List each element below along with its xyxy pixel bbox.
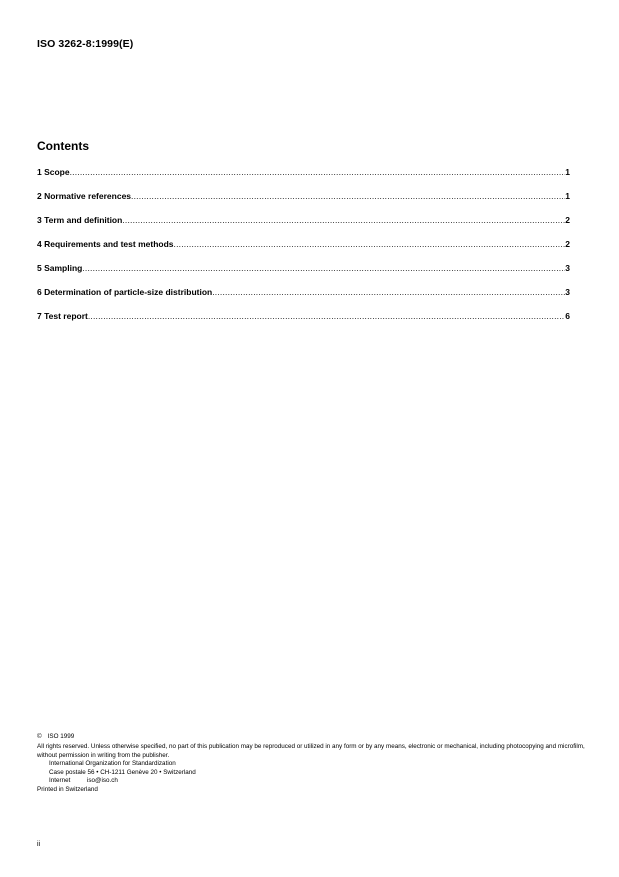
toc-dot-leader — [70, 165, 566, 179]
toc-dot-leader — [174, 237, 566, 251]
toc-dot-leader — [131, 189, 565, 203]
document-identifier: ISO 3262-8:1999(E) — [37, 38, 134, 50]
toc-entry-page: 6 — [565, 311, 570, 321]
toc-entry-particle-size-distribution[interactable] — [37, 285, 570, 309]
toc-dot-leader — [122, 213, 565, 227]
copyright-icon: © — [37, 733, 42, 740]
copyright-notice — [37, 733, 587, 741]
toc-entry-title: 6 Determination of particle-size distribution — [37, 287, 213, 297]
organization-name: International Organization for Standardization — [49, 760, 176, 768]
toc-entry-title: 7 Test report — [37, 311, 88, 321]
toc-entry-page: 3 — [565, 287, 570, 297]
toc-entry-page: 1 — [565, 167, 570, 177]
toc-entry-title: 3 Term and definition — [37, 215, 123, 225]
internet-contact — [37, 777, 587, 785]
contents-heading: Contents — [37, 139, 89, 153]
page-number: ii — [37, 841, 41, 848]
toc-entry-title: 2 Normative references — [37, 191, 132, 201]
internet-label: Internet — [49, 777, 71, 785]
toc-dot-leader — [82, 261, 565, 275]
toc-entry-requirements-and-test-methods[interactable] — [37, 237, 570, 261]
toc-entry-sampling[interactable] — [37, 261, 570, 285]
postal-address: Case postale 56 • CH-1211 Genève 20 • Switzerland — [49, 768, 196, 776]
toc-entry-title: 4 Requirements and test methods — [37, 239, 174, 249]
toc-dot-leader — [88, 309, 565, 323]
table-of-contents — [37, 165, 570, 333]
copyright-block — [37, 733, 587, 795]
toc-entry-page: 2 — [565, 215, 570, 225]
toc-entry-title: 5 Sampling — [37, 263, 83, 273]
toc-entry-title: 1 Scope — [37, 167, 70, 177]
toc-entry-scope[interactable] — [37, 165, 570, 189]
toc-entry-page: 2 — [565, 239, 570, 249]
rights-statement: All rights reserved. Unless otherwise specified, no part of this publication may be reproduced or utilized in any form or by any means, electronic or mechanical, including photocopying and microfilm, without permission in writing from the publisher. — [37, 743, 585, 759]
toc-entry-page: 3 — [565, 263, 570, 273]
toc-entry-page: 1 — [565, 191, 570, 201]
printed-location: Printed in Switzerland — [37, 786, 98, 794]
toc-entry-term-and-definition[interactable] — [37, 213, 570, 237]
toc-entry-test-report[interactable] — [37, 309, 570, 333]
internet-email[interactable]: iso@iso.ch — [87, 777, 118, 785]
copyright-year: ISO 1999 — [47, 733, 75, 740]
toc-entry-normative-references[interactable] — [37, 189, 570, 213]
toc-dot-leader — [212, 285, 565, 299]
